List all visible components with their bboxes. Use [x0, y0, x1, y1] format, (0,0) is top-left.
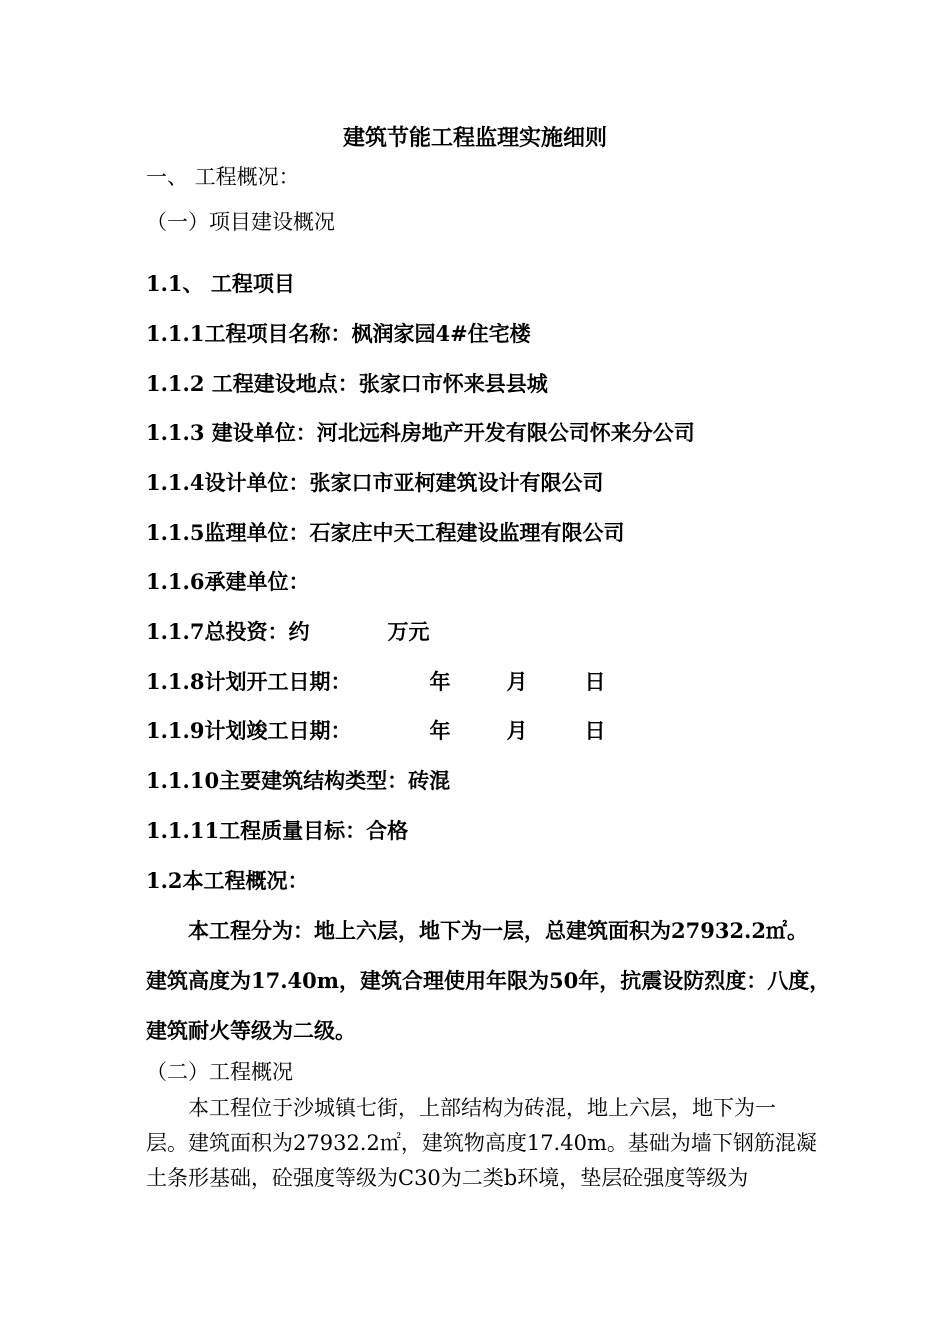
item-supervisor: 1.1.5监理单位：石家庄中天工程建设监理有限公司	[146, 520, 625, 545]
completion-month: 月	[506, 718, 528, 743]
completion-year: 年	[429, 718, 451, 743]
paragraph-1-2-line-3: 建筑耐火等级为二级。	[146, 1018, 356, 1043]
paragraph-2-line-2: 层。建筑面积为27932.2㎡，建筑物高度17.40m。基础为墙下钢筋混凝	[146, 1131, 817, 1155]
completion-date-label: 1.1.9计划竣工日期：	[146, 718, 352, 743]
item-planned-start	[146, 671, 605, 692]
paragraph-1-2-line-2: 建筑高度为17.40m，建筑合理使用年限为50年，抗震设防烈度：八度，	[146, 968, 831, 993]
item-total-investment	[146, 621, 429, 642]
item-planned-completion	[146, 720, 605, 741]
item-project-name: 1.1.1工程项目名称：枫润家园4#住宅楼	[146, 321, 531, 346]
paragraph-1-2-line-1: 本工程分为：地上六层，地下为一层，总建筑面积为27932.2㎡。	[188, 918, 808, 943]
item-structure-type: 1.1.10主要建筑结构类型：砖混	[146, 768, 451, 793]
completion-day: 日	[584, 718, 606, 743]
heading-1-2: 1.2本工程概况：	[146, 868, 309, 893]
start-day: 日	[584, 669, 606, 694]
start-year: 年	[429, 669, 451, 694]
investment-label: 1.1.7总投资：约	[146, 619, 310, 644]
start-date-label: 1.1.8计划开工日期：	[146, 669, 352, 694]
subsection-heading-2: （二）工程概况	[146, 1060, 293, 1084]
paragraph-2-line-3: 土条形基础，砼强度等级为C30为二类b环境，垫层砼强度等级为	[146, 1166, 749, 1190]
heading-1-1: 1.1、 工程项目	[146, 271, 295, 296]
document-title: 建筑节能工程监理实施细则	[343, 125, 608, 151]
item-designer: 1.1.4设计单位：张家口市亚柯建筑设计有限公司	[146, 470, 604, 495]
item-project-location: 1.1.2 工程建设地点：张家口市怀来县县城	[146, 371, 548, 396]
item-contractor: 1.1.6承建单位：	[146, 569, 310, 594]
item-owner: 1.1.3 建设单位：河北远科房地产开发有限公司怀来分公司	[146, 420, 695, 445]
start-month: 月	[506, 669, 528, 694]
item-quality-target: 1.1.11工程质量目标：合格	[146, 818, 409, 843]
investment-unit: 万元	[387, 619, 430, 644]
subsection-heading-1: （一）项目建设概况	[146, 210, 335, 234]
section-heading-1: 一、 工程概况：	[146, 165, 300, 189]
paragraph-2-line-1: 本工程位于沙城镇七街，上部结构为砖混，地上六层，地下为一	[188, 1096, 776, 1120]
